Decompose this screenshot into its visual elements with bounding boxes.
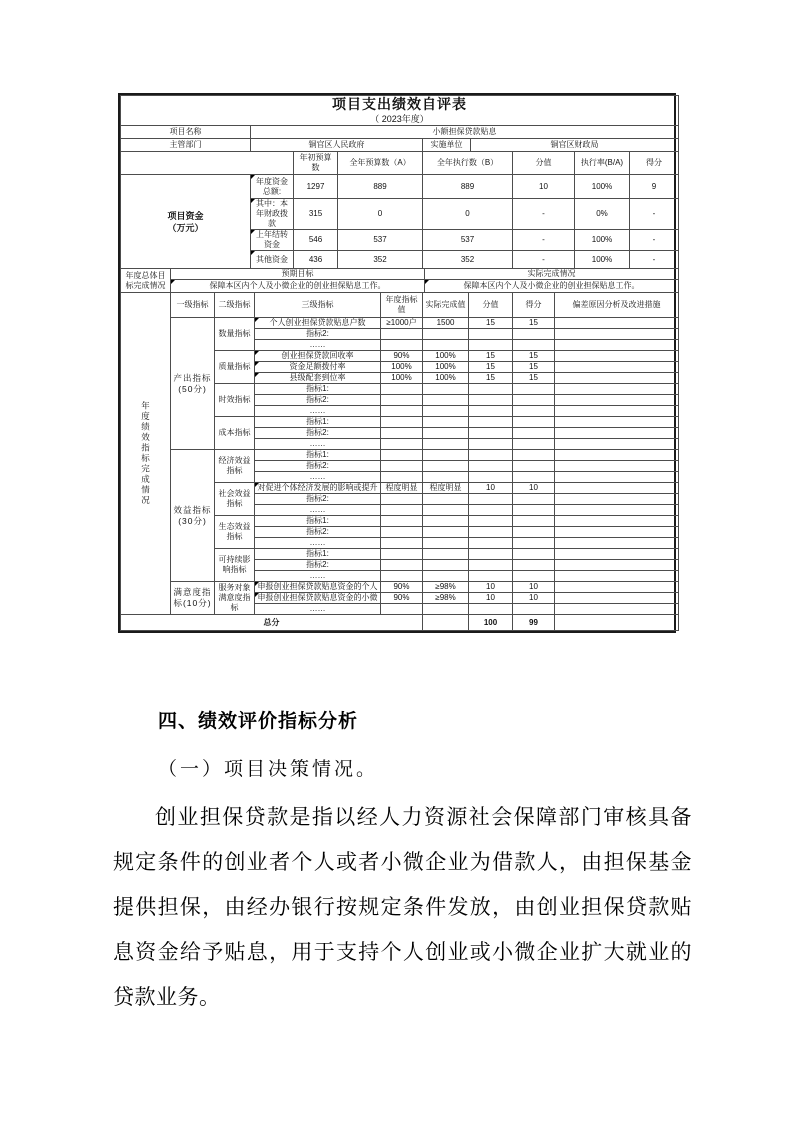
level2-indicator-cell: 数量指标 — [215, 318, 255, 351]
score-value-cell: 15 — [469, 373, 513, 384]
indicators-header-score: 得分 — [513, 293, 555, 318]
actual-value-cell — [423, 505, 469, 516]
indicator-name-cell: 指标1: — [255, 384, 381, 395]
actual-value-cell: 100% — [423, 373, 469, 384]
indicator-name-cell: …… — [255, 604, 381, 615]
funds-cell: - — [513, 251, 575, 269]
gained-score-cell — [513, 340, 555, 351]
deviation-cell — [555, 395, 679, 406]
gained-score-cell — [513, 571, 555, 582]
gained-score-cell — [513, 329, 555, 340]
goal-row-label: 年度总体目标完成情况 — [121, 269, 171, 293]
indicators-header-level2: 二级指标 — [215, 293, 255, 318]
score-value-cell — [469, 340, 513, 351]
gained-score-cell — [513, 450, 555, 461]
funds-header-score-value: 分值 — [513, 152, 575, 175]
target-value-cell — [381, 549, 423, 560]
score-value-cell: 10 — [469, 582, 513, 593]
indicator-name-cell: 指标2: — [255, 428, 381, 439]
funds-cell: 10 — [513, 175, 575, 199]
target-value-cell: 100% — [381, 373, 423, 384]
indicator-name-cell: 个人创业担保贷款贴息户数 — [255, 318, 381, 329]
level2-indicator-cell: 可持续影响指标 — [215, 549, 255, 582]
score-value-cell — [469, 406, 513, 417]
deviation-cell — [555, 318, 679, 329]
gained-score-cell — [513, 527, 555, 538]
target-value-cell — [381, 604, 423, 615]
indicators-header-deviation — [555, 293, 679, 318]
score-value-cell — [469, 505, 513, 516]
funds-header-annual-budget: 全年预算数（A） — [338, 152, 423, 175]
actual-value-cell: 100% — [423, 351, 469, 362]
deviation-cell — [555, 406, 679, 417]
deviation-cell — [555, 505, 679, 516]
target-value-cell: 90% — [381, 593, 423, 604]
score-value-cell: 10 — [469, 483, 513, 494]
actual-value-cell — [423, 538, 469, 549]
deviation-cell — [555, 516, 679, 527]
target-value-cell — [381, 494, 423, 505]
target-value-cell — [381, 560, 423, 571]
funds-cell: - — [513, 199, 575, 230]
score-value-cell — [469, 461, 513, 472]
actual-value-cell — [423, 428, 469, 439]
target-value-cell — [381, 538, 423, 549]
funds-cell: 889 — [423, 175, 513, 199]
score-value-cell — [469, 516, 513, 527]
actual-value-cell — [423, 527, 469, 538]
score-value-cell — [469, 494, 513, 505]
deviation-cell — [555, 450, 679, 461]
level2-indicator-cell: 时效指标 — [215, 384, 255, 417]
unit-value: 铜官区财政局 — [471, 139, 679, 152]
deviation-cell — [555, 329, 679, 340]
indicator-name-cell: 指标2: — [255, 461, 381, 472]
actual-value-cell: ≥98% — [423, 593, 469, 604]
self-evaluation-table — [118, 93, 676, 633]
goal-actual-header: 实际完成情况 — [425, 269, 679, 280]
target-value-cell — [381, 516, 423, 527]
gained-score-cell — [513, 472, 555, 483]
target-value-cell — [381, 450, 423, 461]
score-value-cell — [469, 604, 513, 615]
score-value-cell — [469, 560, 513, 571]
gained-score-cell — [513, 549, 555, 560]
funds-cell: 100% — [575, 175, 630, 199]
funds-sublabel: 其他资金 — [251, 251, 294, 269]
deviation-cell — [555, 351, 679, 362]
target-value-cell — [381, 461, 423, 472]
funds-cell: 889 — [338, 175, 423, 199]
score-value-cell — [469, 384, 513, 395]
table-head-section — [120, 95, 679, 152]
deviation-cell — [555, 527, 679, 538]
indicator-name-cell: 指标2: — [255, 527, 381, 538]
level1-indicator-cell: 满意度指标(10分) — [171, 582, 215, 615]
table-subtitle: （ 2023年度） — [370, 114, 429, 124]
funds-sublabel: 其中：本年财政拨款 — [251, 199, 294, 230]
indicator-name-cell: 指标1: — [255, 450, 381, 461]
total-score-value: 100 — [469, 615, 513, 631]
deviation-cell — [555, 439, 679, 450]
actual-value-cell — [423, 571, 469, 582]
level2-indicator-cell: 经济效益指标 — [215, 450, 255, 483]
indicator-name-cell: 指标2: — [255, 329, 381, 340]
indicator-name-cell: 申报创业担保贷款贴息资金的小微 — [255, 593, 381, 604]
indicator-name-cell: …… — [255, 538, 381, 549]
indicators-header-deviation-text: 偏差原因分析及改进措施 — [572, 300, 661, 309]
goal-actual-text: 保障本区内个人及小微企业的创业担保贴息工作。 — [425, 280, 679, 293]
total-blank-cell — [423, 615, 469, 631]
level2-indicator-cell: 成本指标 — [215, 417, 255, 450]
score-value-cell — [469, 549, 513, 560]
gained-score-cell — [513, 384, 555, 395]
level2-indicator-cell: 质量指标 — [215, 351, 255, 384]
target-value-cell: 程度明显 — [381, 483, 423, 494]
deviation-cell — [555, 428, 679, 439]
actual-value-cell — [423, 472, 469, 483]
gained-score-cell: 10 — [513, 483, 555, 494]
indicator-name-cell: …… — [255, 505, 381, 516]
indicators-header-actual: 实际完成值 — [423, 293, 469, 318]
funds-sublabel: 年度资金总额: — [251, 175, 294, 199]
actual-value-cell — [423, 395, 469, 406]
project-name-value: 小额担保贷款贴息 — [251, 126, 679, 139]
gained-score-cell — [513, 560, 555, 571]
deviation-cell — [555, 472, 679, 483]
score-value-cell — [469, 428, 513, 439]
funds-cell: 315 — [294, 199, 338, 230]
score-value-cell — [469, 417, 513, 428]
deviation-cell — [555, 362, 679, 373]
actual-value-cell: 100% — [423, 362, 469, 373]
score-value-cell: 15 — [469, 351, 513, 362]
target-value-cell — [381, 428, 423, 439]
unit-label: 实施单位 — [423, 139, 471, 152]
actual-value-cell — [423, 384, 469, 395]
funds-header-execution-rate: 执行率(B/A) — [575, 152, 630, 175]
indicator-name-cell: 县级配套到位率 — [255, 373, 381, 384]
dept-value: 铜官区人民政府 — [251, 139, 423, 152]
deviation-cell — [555, 549, 679, 560]
indicator-name-cell: …… — [255, 340, 381, 351]
score-value-cell: 15 — [469, 318, 513, 329]
goal-section — [120, 268, 679, 293]
actual-value-cell — [423, 417, 469, 428]
target-value-cell — [381, 395, 423, 406]
project-name-label: 项目名称 — [121, 126, 251, 139]
actual-value-cell — [423, 439, 469, 450]
actual-value-cell — [423, 340, 469, 351]
score-value-cell — [469, 527, 513, 538]
deviation-cell — [555, 373, 679, 384]
funds-cell: 9 — [630, 175, 679, 199]
gained-score-cell — [513, 516, 555, 527]
indicators-header-score-value: 分值 — [469, 293, 513, 318]
funds-cell: 0 — [338, 199, 423, 230]
gained-score-cell: 15 — [513, 351, 555, 362]
target-value-cell: 90% — [381, 582, 423, 593]
level2-indicator-cell: 社会效益指标 — [215, 483, 255, 516]
level1-indicator-cell: 效益指标(30分) — [171, 450, 215, 582]
deviation-cell — [555, 593, 679, 604]
gained-score-cell — [513, 505, 555, 516]
target-value-cell — [381, 472, 423, 483]
deviation-cell — [555, 384, 679, 395]
score-value-cell — [469, 395, 513, 406]
funds-cell: 352 — [423, 251, 513, 269]
target-value-cell — [381, 340, 423, 351]
indicators-section — [120, 292, 679, 631]
actual-value-cell — [423, 406, 469, 417]
funds-cell: - — [630, 230, 679, 251]
gained-score-cell: 15 — [513, 362, 555, 373]
target-value-cell — [381, 406, 423, 417]
deviation-cell — [555, 461, 679, 472]
funds-cell: 352 — [338, 251, 423, 269]
actual-value-cell — [423, 604, 469, 615]
funds-cell: 537 — [338, 230, 423, 251]
actual-value-cell — [423, 560, 469, 571]
funds-cell: 436 — [294, 251, 338, 269]
dept-label: 主管部门 — [121, 139, 251, 152]
indicator-name-cell: 指标1: — [255, 417, 381, 428]
indicator-name-cell: 创业担保贷款回收率 — [255, 351, 381, 362]
funds-cell: 0% — [575, 199, 630, 230]
score-value-cell — [469, 571, 513, 582]
deviation-cell — [555, 340, 679, 351]
funds-label-line1: 项目资金 — [167, 210, 204, 221]
actual-value-cell: 程度明显 — [423, 483, 469, 494]
gained-score-cell — [513, 604, 555, 615]
funds-header-score: 得分 — [630, 152, 679, 175]
gained-score-cell: 15 — [513, 373, 555, 384]
indicator-name-cell: 指标1: — [255, 516, 381, 527]
total-deviation-cell — [555, 615, 679, 631]
indicators-header-level1: 一级指标 — [171, 293, 215, 318]
actual-value-cell — [423, 450, 469, 461]
gained-score-cell — [513, 428, 555, 439]
total-gained-score: 99 — [513, 615, 555, 631]
indicator-name-cell: 申报创业担保贷款贴息资金的个人 — [255, 582, 381, 593]
goal-expected-header: 预期目标 — [171, 269, 425, 280]
score-value-cell: 15 — [469, 362, 513, 373]
funds-cell: 1297 — [294, 175, 338, 199]
gained-score-cell: 10 — [513, 593, 555, 604]
target-value-cell — [381, 417, 423, 428]
deviation-cell — [555, 417, 679, 428]
indicator-name-cell: 对促进个体经济发展的影响或提升 — [255, 483, 381, 494]
gained-score-cell: 10 — [513, 582, 555, 593]
deviation-cell — [555, 571, 679, 582]
funds-sublabel: 上年结转资金 — [251, 230, 294, 251]
funds-header-initial-budget: 年初预算数 — [294, 152, 338, 175]
target-value-cell — [381, 571, 423, 582]
target-value-cell: 90% — [381, 351, 423, 362]
funds-row-label — [121, 175, 251, 269]
gained-score-cell — [513, 395, 555, 406]
funds-cell: 0 — [423, 199, 513, 230]
indicator-name-cell: 指标2: — [255, 560, 381, 571]
gained-score-cell — [513, 461, 555, 472]
indicator-name-cell: …… — [255, 472, 381, 483]
target-value-cell — [381, 439, 423, 450]
indicator-name-cell: 资金足额拨付率 — [255, 362, 381, 373]
actual-value-cell — [423, 516, 469, 527]
target-value-cell: ≥1000户 — [381, 318, 423, 329]
deviation-cell — [555, 604, 679, 615]
funds-cell: - — [630, 199, 679, 230]
body-paragraph: 创业担保贷款是指以经人力资源社会保障部门审核具备规定条件的创业者个人或者小微企业为借款人，由担保基金提供担保，由经办银行按规定条件发放，由创业担保贷款贴息资金给予贴息，用于支持个人创业或小微企业扩大就业的贷款业务。 — [113, 805, 692, 1009]
level1-indicator-cell: 产出指标(50分) — [171, 318, 215, 450]
funds-cell: - — [630, 251, 679, 269]
total-label: 总分 — [121, 615, 423, 631]
target-value-cell: 100% — [381, 362, 423, 373]
funds-section — [120, 151, 679, 269]
actual-value-cell: ≥98% — [423, 582, 469, 593]
score-value-cell — [469, 329, 513, 340]
target-value-cell — [381, 384, 423, 395]
indicators-side-label: 年度绩效指标完成情况 — [121, 293, 171, 615]
deviation-cell — [555, 483, 679, 494]
indicators-header-target: 年度指标值 — [381, 293, 423, 318]
gained-score-cell — [513, 494, 555, 505]
funds-label-line2: （万元） — [167, 222, 204, 233]
target-value-cell — [381, 527, 423, 538]
funds-header-annual-executed: 全年执行数（B） — [423, 152, 513, 175]
analysis-section — [113, 706, 692, 1020]
deviation-cell — [555, 560, 679, 571]
deviation-cell — [555, 494, 679, 505]
actual-value-cell: 1500 — [423, 318, 469, 329]
gained-score-cell — [513, 417, 555, 428]
indicator-name-cell: …… — [255, 571, 381, 582]
gained-score-cell — [513, 439, 555, 450]
gained-score-cell — [513, 406, 555, 417]
gained-score-cell — [513, 538, 555, 549]
indicator-name-cell: 指标1: — [255, 549, 381, 560]
funds-cell: - — [513, 230, 575, 251]
table-title: 项目支出绩效自评表 — [332, 96, 467, 112]
score-value-cell — [469, 538, 513, 549]
actual-value-cell — [423, 329, 469, 340]
target-value-cell — [381, 329, 423, 340]
gained-score-cell: 15 — [513, 318, 555, 329]
goal-expected-text: 保障本区内个人及小微企业的创业担保贴息工作。 — [171, 280, 425, 293]
level2-indicator-cell: 生态效益指标 — [215, 516, 255, 549]
funds-cell: 537 — [423, 230, 513, 251]
actual-value-cell — [423, 461, 469, 472]
indicators-header-level3: 三级指标 — [255, 293, 381, 318]
deviation-cell — [555, 582, 679, 593]
funds-cell: 100% — [575, 230, 630, 251]
indicator-name-cell: …… — [255, 439, 381, 450]
actual-value-cell — [423, 494, 469, 505]
sub-section-heading: （一）项目决策情况。 — [158, 759, 379, 780]
funds-cell: 100% — [575, 251, 630, 269]
indicator-name-cell: 指标2: — [255, 494, 381, 505]
target-value-cell — [381, 505, 423, 516]
score-value-cell — [469, 439, 513, 450]
section-heading: 四、绩效评价指标分析 — [158, 711, 359, 732]
table-title-cell — [121, 96, 679, 126]
actual-value-cell — [423, 549, 469, 560]
indicator-name-cell: 指标2: — [255, 395, 381, 406]
deviation-cell — [555, 538, 679, 549]
funds-blank-cell — [121, 152, 294, 175]
indicator-name-cell: …… — [255, 406, 381, 417]
level2-indicator-cell: 服务对象满意度指标 — [215, 582, 255, 615]
score-value-cell — [469, 472, 513, 483]
score-value-cell — [469, 450, 513, 461]
score-value-cell: 10 — [469, 593, 513, 604]
funds-cell: 546 — [294, 230, 338, 251]
